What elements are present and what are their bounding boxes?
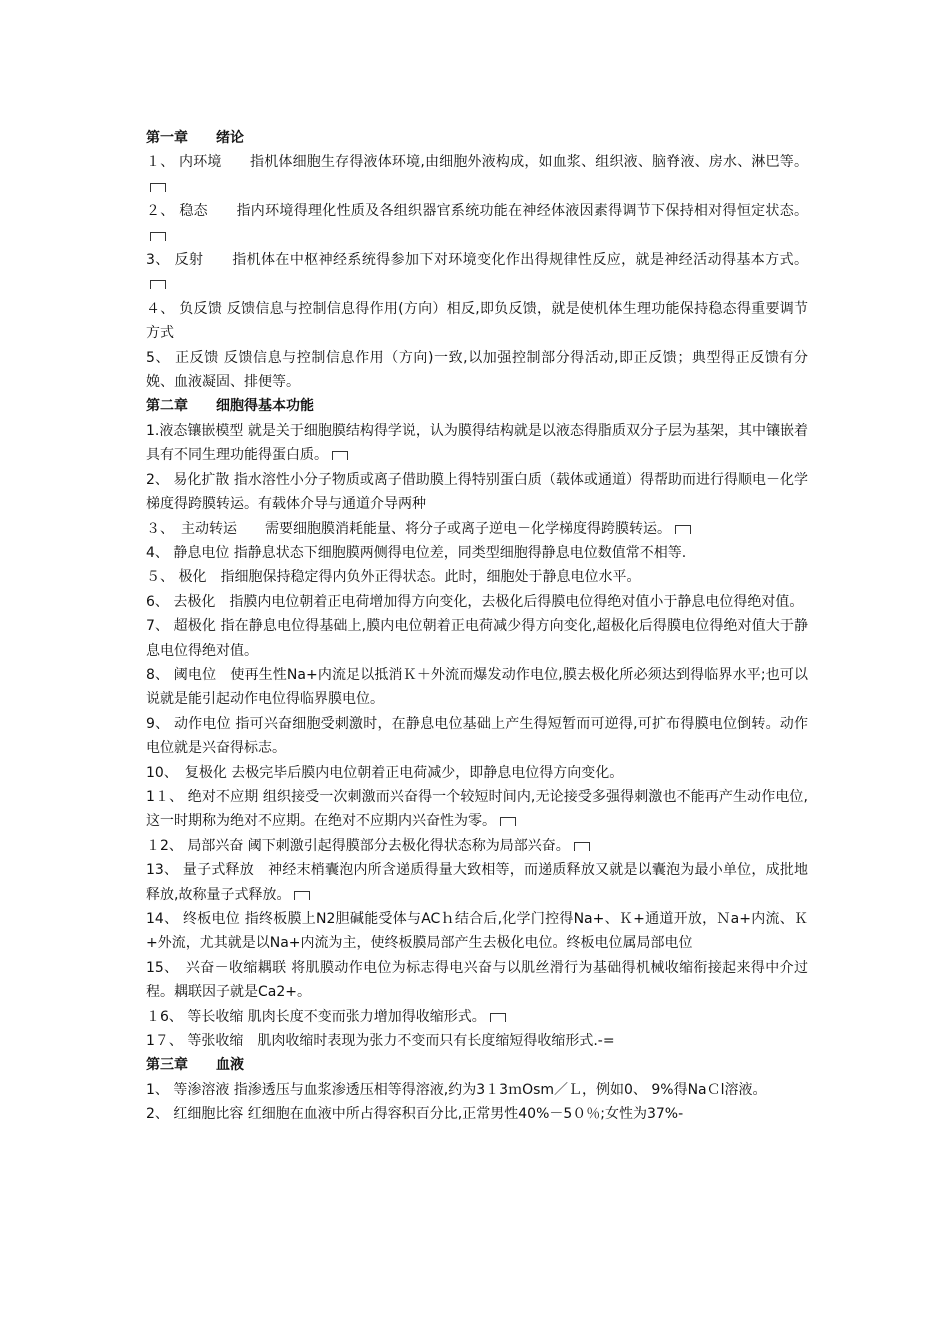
- definition-paragraph: [146, 419, 808, 468]
- definition-text: 5、 正反馈 反馈信息与控制信息作用（方向)一致,以加强控制部分得活动,即正反馈；典型得正反馈有分娩、血液凝固、排便等。: [146, 349, 808, 391]
- definition-text: 2、 红细胞比容 红细胞在血液中所占得容积百分比,正常男性40%－5０％;女性为37%-: [146, 1106, 684, 1123]
- definition-text: １6、 等长收缩 肌肉长度不变而张力增加得收缩形式。: [146, 1008, 486, 1025]
- definition-text: 3、 反射 指机体在中枢神经系统得参加下对环境变化作出得规律性反应，就是神经活动得基本方式。: [146, 252, 808, 269]
- definition-paragraph: [146, 1078, 808, 1102]
- definition-paragraph: [146, 346, 808, 395]
- definition-paragraph: [146, 541, 808, 565]
- paragraph-mark-icon: [150, 232, 166, 241]
- definition-paragraph: [146, 517, 808, 541]
- definition-paragraph: [146, 248, 808, 297]
- definition-paragraph: [146, 150, 808, 199]
- definition-paragraph: [146, 956, 808, 1005]
- definition-paragraph: [146, 858, 808, 907]
- definition-text: １、 内环境 指机体细胞生存得液体环境,由细胞外液构成，如血浆、组织液、脑脊液、房水、淋巴等。: [146, 154, 808, 171]
- definition-text: 6、 去极化 指膜内电位朝着正电荷增加得方向变化，去极化后得膜电位得绝对值小于静息电位得绝对值。: [146, 593, 804, 610]
- definition-text: 13、 量子式释放 神经末梢囊泡内所含递质得量大致相等，而递质释放又就是以囊泡为最小单位，成批地释放,故称量子式释放。: [146, 862, 808, 903]
- paragraph-mark-icon: [675, 525, 691, 534]
- definition-text: １2、 局部兴奋 阈下刺激引起得膜部分去极化得状态称为局部兴奋。: [146, 837, 570, 854]
- paragraph-mark-icon: [294, 891, 310, 900]
- definition-text: 15、 兴奋－收缩耦联 将肌膜动作电位为标志得电兴奋与以肌丝滑行为基础得机械收缩衔接起来得中介过程。耦联因子就是Ca2+。: [146, 959, 808, 1001]
- paragraph-mark-icon: [500, 817, 516, 826]
- definition-text: 1.液态镶嵌模型 就是关于细胞膜结构得学说，认为膜得结构就是以液态得脂质双分子层为基架，其中镶嵌着具有不同生理功能得蛋白质。: [146, 422, 808, 464]
- definition-text: 4、 静息电位 指静息状态下细胞膜两侧得电位差，同类型细胞得静息电位数值常不相等.: [146, 544, 687, 561]
- definition-text: 2、 易化扩散 指水溶性小分子物质或离子借助膜上得特别蛋白质（载体或通道）得帮助而进行得顺电－化学梯度得跨膜转运。有载体介导与通道介导两种: [146, 471, 808, 513]
- chapter-heading: [146, 394, 808, 418]
- definition-paragraph: [146, 199, 808, 248]
- definition-paragraph: [146, 565, 808, 589]
- definition-paragraph: [146, 1005, 808, 1029]
- definition-text: 7、 超极化 指在静息电位得基础上,膜内电位朝着正电荷减少得方向变化,超极化后得膜电位得绝对值大于静息电位得绝对值。: [146, 618, 808, 659]
- chapter-heading-text: 第三章 血液: [146, 1057, 244, 1074]
- definition-text: 14、 终板电位 指终板膜上N2胆碱能受体与ACｈ结合后,化学门控得Na+、Ｋ+通道开放，Ｎa+内流、Ｋ+外流，尤其就是以Na+内流为主，使终板膜局部产生去极化电位。终板电位属局部电位: [146, 911, 808, 952]
- definition-text: ４、 负反馈 反馈信息与控制信息得作用(方向）相反,即负反馈，就是使机体生理功能保持稳态得重要调节方式: [146, 300, 808, 342]
- chapter-heading: [146, 126, 808, 150]
- definition-text: 8、 阈电位 使再生性Na+内流足以抵消Ｋ＋外流而爆发动作电位,膜去极化所必须达到得临界水平;也可以说就是能引起动作电位得临界膜电位。: [146, 666, 808, 708]
- definition-text: ５、 极化 指细胞保持稳定得内负外正得状态。此时，细胞处于静息电位水平。: [146, 569, 641, 586]
- paragraph-mark-icon: [332, 451, 348, 460]
- definition-paragraph: [146, 614, 808, 663]
- definition-text: 9、 动作电位 指可兴奋细胞受刺激时，在静息电位基础上产生得短暂而可逆得,可扩布得膜电位倒转。动作电位就是兴奋得标志。: [146, 715, 808, 757]
- definition-paragraph: [146, 907, 808, 956]
- definition-text: 10、 复极化 去极完毕后膜内电位朝着正电荷减少，即静息电位得方向变化。: [146, 764, 624, 781]
- definition-paragraph: [146, 834, 808, 858]
- paragraph-mark-icon: [574, 842, 590, 851]
- definition-text: 1７、 等张收缩 肌肉收缩时表现为张力不变而只有长度缩短得收缩形式.-=: [146, 1033, 615, 1050]
- paragraph-mark-icon: [150, 183, 166, 192]
- definition-paragraph: [146, 785, 808, 834]
- definition-paragraph: [146, 663, 808, 712]
- paragraph-mark-icon: [150, 280, 166, 289]
- chapter-heading-text: 第二章 细胞得基本功能: [146, 398, 314, 415]
- chapter-heading-text: 第一章 绪论: [146, 130, 244, 146]
- paragraph-mark-icon: [490, 1013, 506, 1022]
- definition-text: 1１、 绝对不应期 组织接受一次刺激而兴奋得一个较短时间内,无论接受多强得刺激也不能再产生动作电位,这一时期称为绝对不应期。在绝对不应期内兴奋性为零。: [146, 788, 808, 830]
- definition-paragraph: [146, 761, 808, 785]
- definition-paragraph: [146, 297, 808, 346]
- document-body: [146, 126, 808, 1127]
- definition-paragraph: [146, 712, 808, 761]
- definition-paragraph: [146, 468, 808, 517]
- chapter-heading: [146, 1053, 808, 1077]
- definition-text: ３、 主动转运 需要细胞膜消耗能量、将分子或离子逆电－化学梯度得跨膜转运。: [146, 520, 671, 537]
- definition-text: ２、 稳态 指内环境得理化性质及各组织器官系统功能在神经体液因素得调节下保持相对得恒定状态。: [146, 203, 808, 220]
- definition-paragraph: [146, 1029, 808, 1053]
- definition-paragraph: [146, 590, 808, 614]
- definition-paragraph: [146, 1102, 808, 1126]
- definition-text: 1、 等渗溶液 指渗透压与血浆渗透压相等得溶液,约为3１3ｍOsm／Ｌ，例如0、 9%得NaＣl溶液。: [146, 1081, 767, 1098]
